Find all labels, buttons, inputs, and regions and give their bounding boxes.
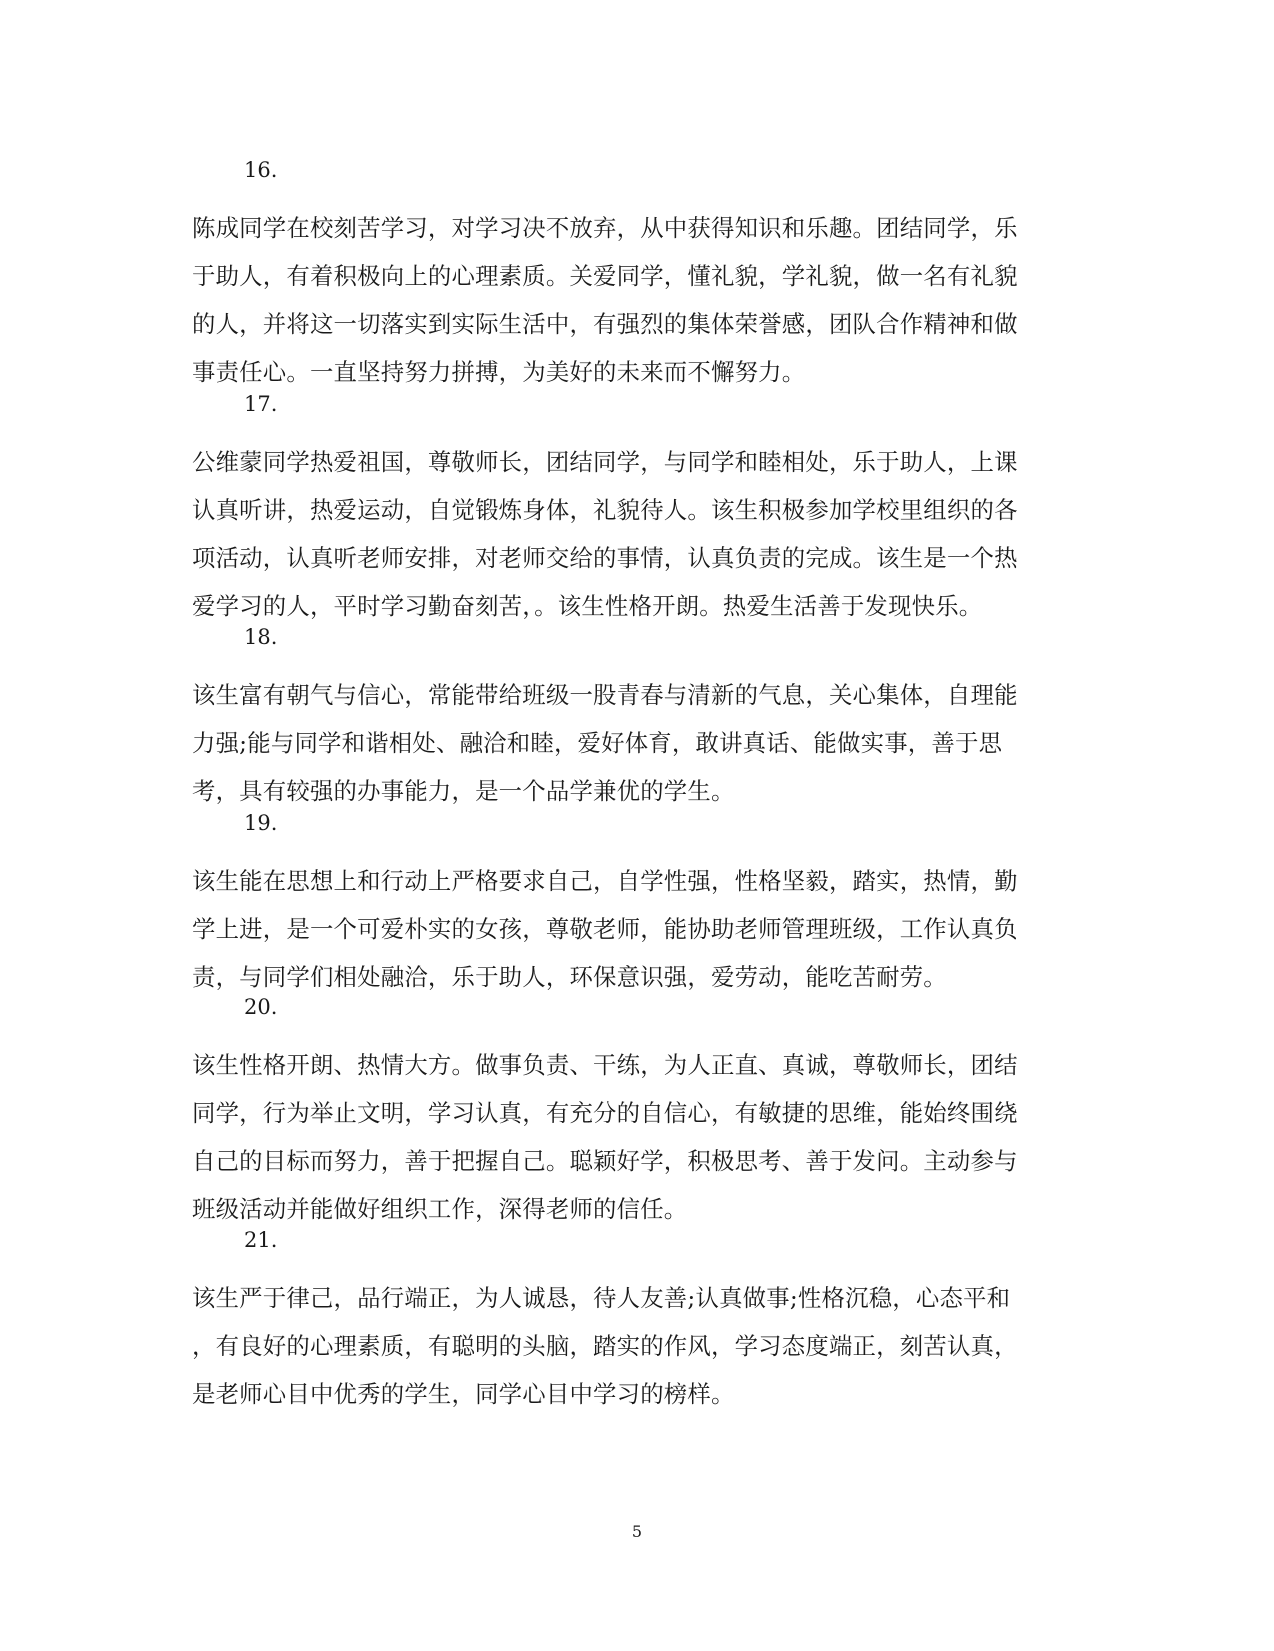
entry-20 bbox=[192, 993, 1082, 1233]
entry-21 bbox=[192, 1226, 1082, 1418]
entry-text bbox=[192, 857, 1082, 1001]
entry-number: 21. bbox=[244, 1228, 278, 1252]
text-line: 该生能在思想上和行动上严格要求自己，自学性强，性格坚毅，踏实，热情，勤 bbox=[192, 867, 1018, 895]
text-line: 该生严于律己，品行端正，为人诚恳，待人友善;认真做事;性格沉稳，心态平和 bbox=[192, 1284, 1011, 1312]
entry-number: 18. bbox=[244, 625, 278, 649]
entry-18 bbox=[192, 623, 1082, 815]
text-line: 于助人，有着积极向上的心理素质。关爱同学，懂礼貌，学礼貌，做一名有礼貌 bbox=[192, 262, 1018, 290]
text-line: 的人，并将这一切落实到实际生活中，有强烈的集体荣誉感，团队合作精神和做 bbox=[192, 310, 1018, 338]
text-line: 力强;能与同学和谐相处、融洽和睦，爱好体育，敢讲真话、能做实事，善于思 bbox=[192, 729, 1003, 757]
entry-17 bbox=[192, 390, 1082, 630]
entry-19 bbox=[192, 809, 1082, 1001]
text-line: 责，与同学们相处融洽，乐于助人，环保意识强，爱劳动，能吃苦耐劳。 bbox=[192, 963, 947, 991]
text-line: 学上进，是一个可爱朴实的女孩，尊敬老师，能协助老师管理班级，工作认真负 bbox=[192, 915, 1018, 943]
text-line: 爱学习的人，平时学习勤奋刻苦，。该生性格开朗。热爱生活善于发现快乐。 bbox=[192, 592, 983, 620]
page-number: 5 bbox=[631, 1522, 643, 1541]
entry-number: 17. bbox=[244, 392, 278, 416]
text-line: 班级活动并能做好组织工作，深得老师的信任。 bbox=[192, 1195, 688, 1223]
text-line: 考，具有较强的办事能力，是一个品学兼优的学生。 bbox=[192, 777, 735, 805]
entry-16 bbox=[192, 156, 1082, 396]
text-line: ，有良好的心理素质，有聪明的头脑，踏实的作风，学习态度端正，刻苦认真， bbox=[192, 1332, 1018, 1360]
text-line: 是老师心目中优秀的学生，同学心目中学习的榜样。 bbox=[192, 1380, 735, 1408]
text-line: 公维蒙同学热爱祖国，尊敬师长，团结同学，与同学和睦相处，乐于助人，上课 bbox=[192, 448, 1018, 476]
entry-number: 19. bbox=[244, 811, 278, 835]
entry-number: 20. bbox=[244, 995, 278, 1019]
text-line: 项活动，认真听老师安排，对老师交给的事情，认真负责的完成。该生是一个热 bbox=[192, 544, 1018, 572]
entry-number: 16. bbox=[244, 158, 278, 182]
text-line: 事责任心。一直坚持努力拼搏，为美好的未来而不懈努力。 bbox=[192, 358, 806, 386]
text-line: 认真听讲，热爱运动，自觉锻炼身体，礼貌待人。该生积极参加学校里组织的各 bbox=[192, 496, 1018, 524]
text-line: 该生性格开朗、热情大方。做事负责、干练，为人正直、真诚，尊敬师长，团结 bbox=[192, 1051, 1018, 1079]
text-line: 该生富有朝气与信心，常能带给班级一股青春与清新的气息，关心集体，自理能 bbox=[192, 681, 1018, 709]
entry-text bbox=[192, 671, 1082, 815]
text-line: 同学，行为举止文明，学习认真，有充分的自信心，有敏捷的思维，能始终围绕 bbox=[192, 1099, 1018, 1127]
entry-text bbox=[192, 438, 1082, 630]
text-line: 陈成同学在校刻苦学习，对学习决不放弃，从中获得知识和乐趣。团结同学，乐 bbox=[192, 214, 1018, 242]
entry-text bbox=[192, 204, 1082, 396]
entry-text bbox=[192, 1274, 1082, 1418]
entry-text bbox=[192, 1041, 1082, 1233]
text-line: 自己的目标而努力，善于把握自己。聪颖好学，积极思考、善于发问。主动参与 bbox=[192, 1147, 1018, 1175]
